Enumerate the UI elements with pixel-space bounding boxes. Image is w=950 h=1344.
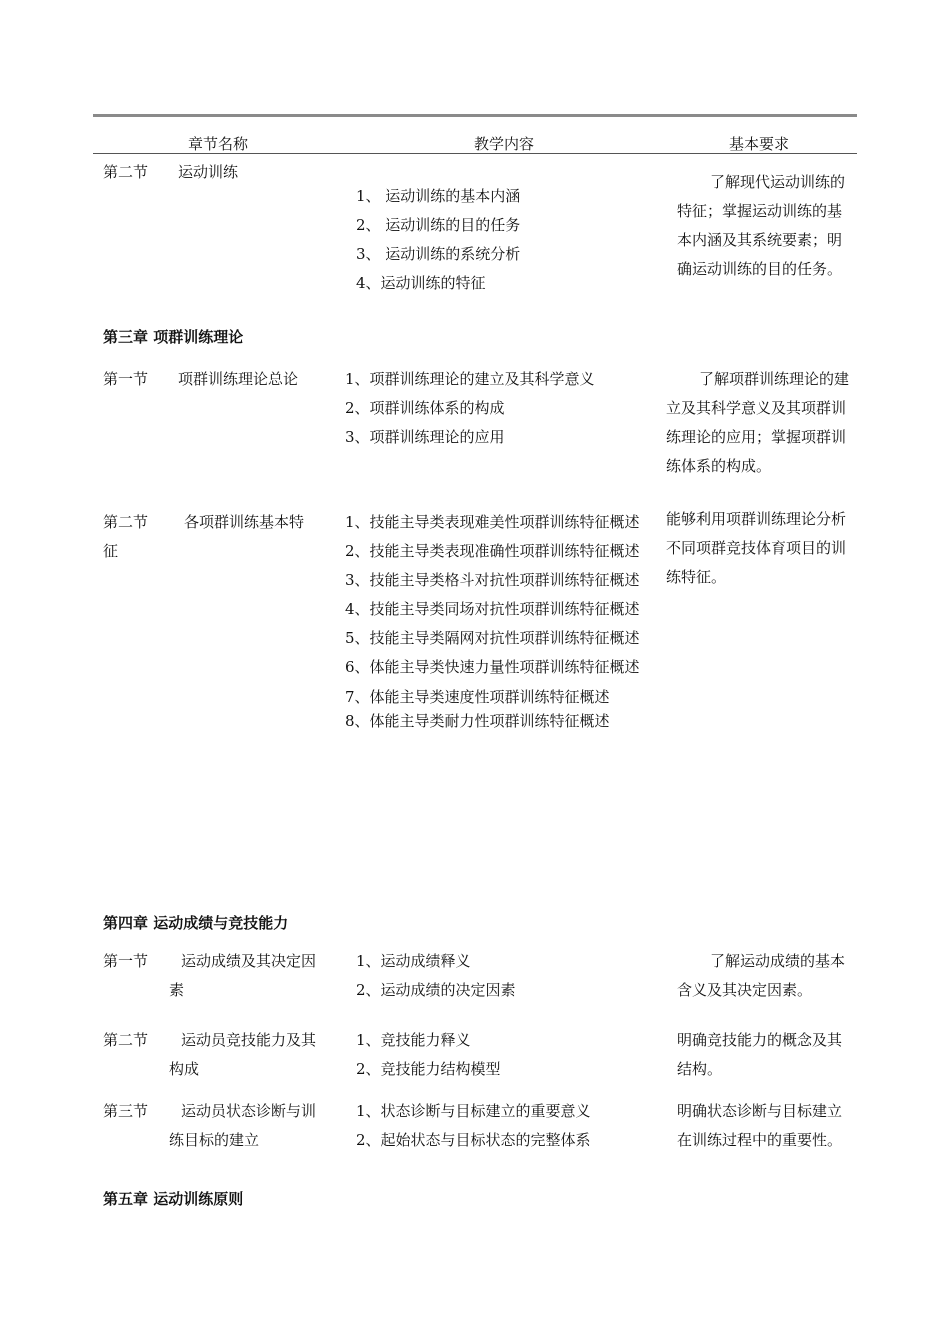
list-item: 2、项群训练体系的构成 bbox=[345, 399, 505, 417]
list-item: 4、运动训练的特征 bbox=[356, 274, 486, 292]
content-list bbox=[356, 1026, 501, 1084]
list-item: 2、技能主导类表现准确性项群训练特征概述 bbox=[345, 542, 640, 560]
section-number: 第二节 bbox=[103, 163, 149, 181]
header-basic-requirements: 基本要求 bbox=[729, 135, 790, 153]
list-item: 1、竞技能力释义 bbox=[356, 1031, 471, 1049]
section-title: 运动成绩及其决定因 bbox=[181, 952, 317, 970]
section-title: 各项群训练基本特 bbox=[184, 513, 305, 531]
list-item: 2、竞技能力结构模型 bbox=[356, 1060, 501, 1078]
section-number: 第一节 bbox=[103, 370, 149, 388]
content-list bbox=[356, 1097, 591, 1155]
list-item: 1、状态诊断与目标建立的重要意义 bbox=[356, 1102, 591, 1120]
list-item: 1、项群训练理论的建立及其科学意义 bbox=[345, 370, 595, 388]
section-title: 运动员竞技能力及其 bbox=[181, 1031, 317, 1049]
section-number: 第二节 bbox=[103, 1031, 149, 1049]
requirement-text: 明确竞技能力的概念及其结构。 bbox=[677, 1031, 843, 1078]
list-item: 5、技能主导类隔网对抗性项群训练特征概述 bbox=[345, 629, 640, 647]
content-list bbox=[345, 508, 651, 733]
section-title-continued: 练目标的建立 bbox=[169, 1131, 260, 1149]
list-item: 1、技能主导类表现难美性项群训练特征概述 bbox=[345, 513, 640, 531]
list-item: 3、 运动训练的系统分析 bbox=[356, 245, 521, 263]
list-item: 8、体能主导类耐力性项群训练特征概述 bbox=[345, 712, 610, 730]
list-item: 1、运动成绩释义 bbox=[356, 952, 471, 970]
list-item: 1、 运动训练的基本内涵 bbox=[356, 187, 521, 205]
requirement-text: 明确状态诊断与目标建立在训练过程中的重要性。 bbox=[677, 1102, 843, 1149]
section-title-continued: 素 bbox=[169, 981, 185, 999]
content-list bbox=[345, 365, 595, 452]
list-item: 2、起始状态与目标状态的完整体系 bbox=[356, 1131, 591, 1149]
list-item: 3、项群训练理论的应用 bbox=[345, 428, 505, 446]
requirement-text: 了解运动成绩的基本含义及其决定因素。 bbox=[677, 952, 846, 999]
section-title-continued: 征 bbox=[103, 542, 119, 560]
section-title: 项群训练理论总论 bbox=[178, 370, 299, 388]
content-list bbox=[356, 947, 516, 1005]
content-list bbox=[356, 182, 520, 298]
chapter-title: 第三章 项群训练理论 bbox=[103, 328, 244, 346]
section-title: 运动员状态诊断与训 bbox=[181, 1102, 317, 1120]
chapter-title: 第五章 运动训练原则 bbox=[103, 1190, 244, 1208]
chapter-title: 第四章 运动成绩与竞技能力 bbox=[103, 914, 289, 932]
section-number: 第二节 bbox=[103, 513, 149, 531]
header-teaching-content: 教学内容 bbox=[474, 135, 535, 153]
list-item: 6、体能主导类快速力量性项群训练特征概述 bbox=[345, 658, 640, 676]
requirement-text: 能够利用项群训练理论分析不同项群竞技体育项目的训练特征。 bbox=[666, 510, 847, 586]
header-chapter-name: 章节名称 bbox=[188, 135, 249, 153]
list-item: 2、 运动训练的目的任务 bbox=[356, 216, 521, 234]
requirement-text: 了解现代运动训练的特征；掌握运动训练的基本内涵及其系统要素；明确运动训练的目的任务。 bbox=[677, 173, 846, 278]
list-item: 7、体能主导类速度性项群训练特征概述 bbox=[345, 688, 610, 706]
table-top-rule bbox=[93, 114, 857, 117]
list-item: 4、技能主导类同场对抗性项群训练特征概述 bbox=[345, 600, 640, 618]
list-item: 2、运动成绩的决定因素 bbox=[356, 981, 516, 999]
section-number: 第三节 bbox=[103, 1102, 149, 1120]
requirement-text: 了解项群训练理论的建立及其科学意义及其项群训练理论的应用；掌握项群训练体系的构成。 bbox=[666, 370, 850, 475]
section-number: 第一节 bbox=[103, 952, 149, 970]
section-title: 运动训练 bbox=[178, 163, 239, 181]
list-item: 3、技能主导类格斗对抗性项群训练特征概述 bbox=[345, 571, 640, 589]
section-title-continued: 构成 bbox=[169, 1060, 200, 1078]
table-header-rule bbox=[93, 153, 857, 154]
